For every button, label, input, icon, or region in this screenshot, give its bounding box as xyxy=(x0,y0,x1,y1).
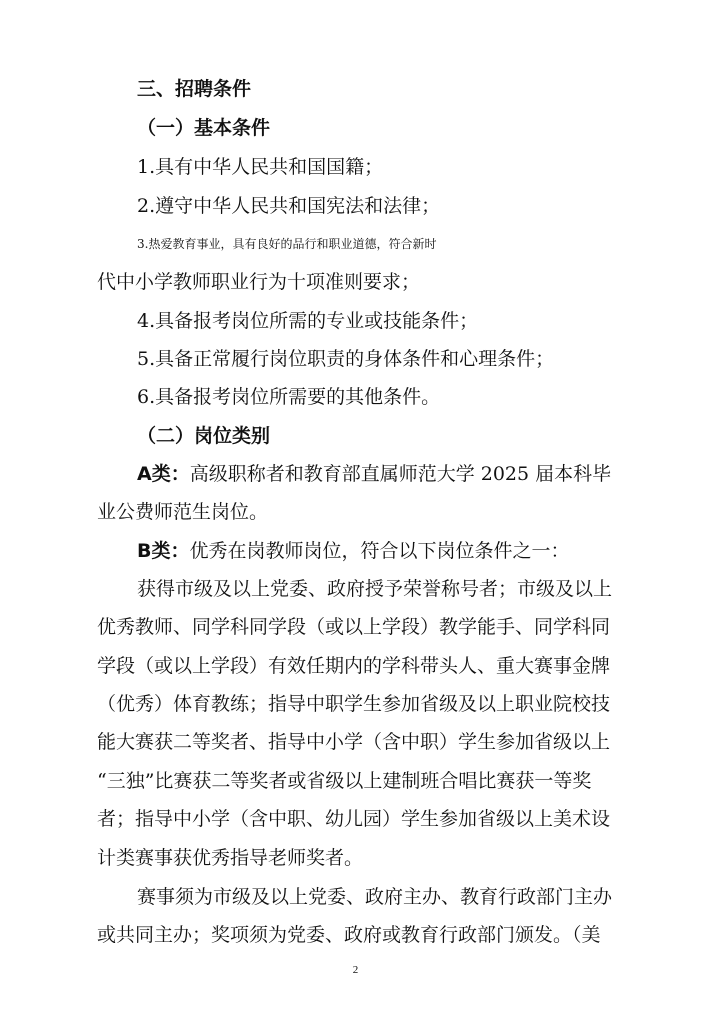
condition-item-6: 6.具备报考岗位所需要的其他条件。 xyxy=(137,386,441,408)
paragraph-line: 获得市级及以上党委、政府授予荣誉称号者；市级及以上 xyxy=(137,578,613,600)
category-a-text: 高级职称者和教育部直属师范大学 2025 届本科毕 xyxy=(189,463,612,485)
category-a-line2: 业公费师范生岗位。 xyxy=(97,501,269,523)
paragraph-line: 学段（或以上学段）有效任期内的学科带头人、重大赛事金牌 xyxy=(97,655,611,677)
condition-item-2: 2.遵守中华人民共和国宪法和法律； xyxy=(137,195,441,217)
paragraph-line: 计类赛事获优秀指导老师奖者。 xyxy=(97,847,364,869)
condition-item-5: 5.具备正常履行岗位职责的身体条件和心理条件； xyxy=(137,348,555,370)
category-b-text: 优秀在岗教师岗位，符合以下岗位条件之一： xyxy=(189,540,570,562)
paragraph-line: 赛事须为市级及以上党委、政府主办、教育行政部门主办 xyxy=(137,886,613,908)
category-a-line1 xyxy=(137,462,611,486)
paragraph-line: 或共同主办；奖项须为党委、政府或教育行政部门颁发。（美 xyxy=(97,924,601,946)
paragraph-line: 能大赛获二等奖者、指导中小学（含中职）学生参加省级以上 xyxy=(97,731,611,753)
subsection-title-post-categories: （二）岗位类别 xyxy=(137,425,271,447)
category-b-line1 xyxy=(137,539,570,563)
category-a-label: A类： xyxy=(137,463,190,485)
paragraph-line: 优秀教师、同学科同学段（或以上学段）教学能手、同学科同 xyxy=(97,616,611,638)
subsection-title-basic-conditions: （一）基本条件 xyxy=(137,117,271,139)
condition-item-4: 4.具备报考岗位所需的专业或技能条件； xyxy=(137,310,479,332)
paragraph-line: “三独”比赛获二等奖者或省级以上建制班合唱比赛获一等奖 xyxy=(97,770,592,792)
section-title: 三、招聘条件 xyxy=(137,78,252,100)
condition-item-3: 3.热爱教育事业，具有良好的品行和职业道德，符合新时 xyxy=(137,237,437,251)
condition-item-1: 1.具有中华人民共和国国籍； xyxy=(137,156,384,178)
condition-item-3-cont: 代中小学教师职业行为十项准则要求； xyxy=(97,271,421,293)
category-b-label: B类： xyxy=(137,540,190,562)
paragraph-line: （优秀）体育教练；指导中职学生参加省级及以上职业院校技 xyxy=(97,693,611,715)
page-number: 2 xyxy=(352,964,359,976)
paragraph-line: 者；指导中小学（含中职、幼儿园）学生参加省级以上美术设 xyxy=(97,808,611,830)
